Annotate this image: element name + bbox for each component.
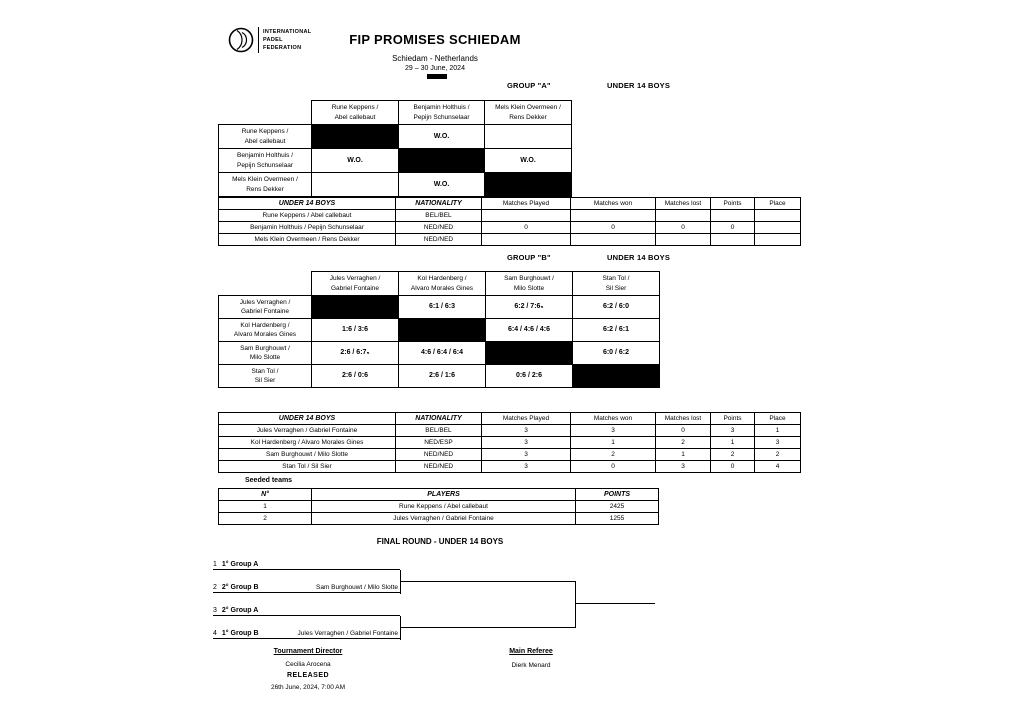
page-title: FIP PROMISES SCHIEDAM (349, 32, 521, 47)
match-score-cell: 6:2 / 7:6₅ (486, 296, 573, 319)
team-name-line: Benjamin Holthuis / (413, 104, 470, 112)
standings-cell: 0 (571, 222, 656, 234)
bracket-slot-3 (213, 602, 400, 616)
ipf-logo-icon (228, 27, 254, 53)
standings-cell (571, 210, 656, 222)
standings-cell: Stan Tol / Sil Sier (219, 461, 396, 473)
standings-cell (571, 234, 656, 246)
team-name-line: Alvaro Morales Gines (410, 284, 474, 292)
standings-cell: Benjamin Holthuis / Pepijn Schunselaar (219, 222, 396, 234)
team-name-line: Abel callebaut (334, 113, 376, 121)
match-score-cell: W.O. (399, 125, 485, 149)
standings-header-cell: Place (755, 413, 801, 425)
standings-cell (656, 234, 711, 246)
standings-header-cell: Points (711, 413, 755, 425)
seeded-teams-table (218, 488, 659, 525)
cross-row (219, 149, 572, 173)
standings-cell (482, 210, 571, 222)
seed-number: 4 (213, 630, 217, 637)
event-location: Schiedam - Netherlands (392, 54, 478, 63)
standings-cell: 0 (482, 222, 571, 234)
standings-cell: 0 (571, 461, 656, 473)
standings-cell: 3 (482, 425, 571, 437)
team-name-line: Rune Keppens / (331, 104, 379, 112)
released-date: 26th June, 2024, 7:00 AM (270, 684, 346, 691)
seeded-cell: Jules Verraghen / Gabriel Fontaine (312, 513, 576, 525)
team-name-line: Mels Klein Overmeen / (232, 176, 298, 184)
seeded-header-cell: POINTS (576, 489, 659, 501)
standings-cell: 3 (482, 437, 571, 449)
standings-cell (755, 210, 801, 222)
seed-label: 1° Group B (221, 630, 259, 637)
standings-cell: 2 (755, 449, 801, 461)
cross-row-team-header (219, 319, 312, 342)
main-referee-name: Dierk Menard (511, 662, 551, 669)
cross-corner-cell (219, 272, 312, 296)
match-score-cell: 1:6 / 3:6 (312, 319, 399, 342)
team-name-line: Stan Tol / (602, 275, 630, 283)
main-referee-label: Main Referee (509, 648, 553, 655)
standings-cell: 0 (711, 222, 755, 234)
standings-header-cell: Matches won (571, 413, 656, 425)
standings-cell (656, 210, 711, 222)
seeded-cell: 2425 (576, 501, 659, 513)
team-name-line: Mels Klein Overmeen / (495, 104, 561, 112)
match-score-cell (312, 296, 399, 319)
standings-cell: 1 (656, 449, 711, 461)
cross-header-row (219, 272, 660, 296)
team-name-line: Kol Hardenberg / (240, 321, 290, 329)
match-score-cell (573, 365, 660, 388)
group-a-standings-container (218, 197, 801, 246)
standings-cell: Kol Hardenberg / Alvaro Morales Gines (219, 437, 396, 449)
team-name-line: Sam Burghouwt / (504, 275, 554, 283)
cross-row (219, 125, 572, 149)
team-name-line: Sam Burghouwt / (240, 344, 290, 352)
final-round-title: FINAL ROUND - UNDER 14 BOYS (376, 537, 504, 546)
tournament-director-name: Cecilia Arocena (285, 661, 331, 668)
cross-row-team-header (219, 365, 312, 388)
bracket-final-connector-line (575, 581, 576, 628)
team-name-line: Gabriel Fontaine (240, 308, 290, 315)
cross-row-team-header (219, 296, 312, 319)
match-score-cell: 6:4 / 4:6 / 4:6 (486, 319, 573, 342)
team-name-line: Jules Verraghen / (329, 275, 381, 283)
cross-column-team-header (485, 101, 572, 125)
standings-cell: 3 (571, 425, 656, 437)
released-label: RELEASED (286, 672, 330, 679)
tournament-director-label: Tournament Director (273, 648, 343, 655)
team-name-line: Sil Sier (254, 377, 276, 384)
standings-header-cell: Matches Played (482, 413, 571, 425)
standings-cell: 2 (571, 449, 656, 461)
team-name-line: Sil Sier (605, 284, 627, 292)
team-name-line: Pepijn Schunselaar (413, 113, 470, 121)
bracket-connector-line (400, 616, 401, 640)
cross-row-team-header (219, 342, 312, 365)
group-b-standings-container (218, 412, 801, 473)
standings-cell: 3 (656, 461, 711, 473)
group-b-label: GROUP "B" (507, 253, 551, 262)
match-score-cell (399, 149, 485, 173)
team-name-line: Benjamin Holthuis / (237, 152, 293, 160)
event-dates: 29 – 30 June, 2024 (405, 65, 465, 72)
seed-number: 1 (213, 561, 217, 568)
header-mark (427, 74, 447, 79)
group-b-cross-table-container (218, 271, 660, 388)
standings-cell (755, 222, 801, 234)
standings-header-cell: Matches lost (656, 413, 711, 425)
match-score-cell: 6:0 / 6:2 (573, 342, 660, 365)
standings-header-row (219, 198, 801, 210)
standings-cell: NED/NED (396, 449, 482, 461)
standings-cell: 0 (656, 222, 711, 234)
team-name-line: Jules Verraghen / (239, 298, 291, 306)
cross-column-team-header (399, 272, 486, 296)
team-name-line: Kol Hardenberg / (417, 275, 467, 283)
standings-cell: 3 (755, 437, 801, 449)
team-name-line: Rens Dekker (246, 185, 284, 193)
group-a-label: GROUP "A" (507, 81, 551, 90)
standings-header-cell: NATIONALITY (396, 413, 482, 425)
seed-label: 2° Group A (221, 607, 259, 614)
cross-column-team-header (573, 272, 660, 296)
seed-label: 1° Group A (221, 561, 259, 568)
seeded-header-cell: PLAYERS (312, 489, 576, 501)
logo-divider (258, 27, 259, 53)
standings-cell (711, 210, 755, 222)
cross-column-team-header (486, 272, 573, 296)
seeded-cell: 1255 (576, 513, 659, 525)
match-score-cell (485, 173, 572, 197)
team-name-line: Milo Slotte (513, 284, 545, 292)
seed-label: 2° Group B (221, 584, 259, 591)
team-name-line: Gabriel Fontaine (330, 284, 380, 292)
match-score-cell (312, 125, 399, 149)
team-name-line: Milo Slotte (249, 354, 281, 361)
bracket-winner-line (400, 627, 575, 628)
match-score-cell: 6:2 / 6:1 (573, 319, 660, 342)
standings-header-cell: Points (711, 198, 755, 210)
standings-cell: Rune Keppens / Abel callebaut (219, 210, 396, 222)
group-b-category-label: UNDER 14 BOYS (607, 253, 671, 262)
seed-number: 3 (213, 607, 217, 614)
logo-line: FEDERATION (263, 45, 302, 51)
cross-header-row (219, 101, 572, 125)
standings-cell: NED/NED (396, 461, 482, 473)
standings-cell (482, 234, 571, 246)
standings-header-cell: Matches won (571, 198, 656, 210)
standings-cell (755, 234, 801, 246)
cross-row-team-header (219, 173, 312, 197)
cross-row (219, 173, 572, 197)
match-score-cell: 2:6 / 6:7₅ (312, 342, 399, 365)
standings-cell: Sam Burghouwt / Milo Slotte (219, 449, 396, 461)
cross-row (219, 365, 660, 388)
match-score-cell: 4:6 / 6:4 / 6:4 (399, 342, 486, 365)
standings-cell: 0 (656, 425, 711, 437)
match-score-cell (312, 173, 399, 197)
logo-line: INTERNATIONAL (263, 29, 312, 35)
match-score-cell: 2:6 / 1:6 (399, 365, 486, 388)
standings-table (218, 197, 801, 246)
team-name-line: Rune Keppens / (241, 128, 289, 136)
seeded-cell: Rune Keppens / Abel callebaut (312, 501, 576, 513)
match-score-cell: 0:6 / 2:6 (486, 365, 573, 388)
match-score-cell: W.O. (399, 173, 485, 197)
cross-row (219, 319, 660, 342)
cross-column-team-header (399, 101, 485, 125)
bracket-slot-4 (213, 625, 400, 639)
seeded-header-row (219, 489, 659, 501)
group-a-cross-table-container (218, 100, 572, 197)
round-robin-cross-table (218, 100, 572, 197)
group-a-category-label: UNDER 14 BOYS (607, 81, 671, 90)
match-score-cell: 2:6 / 0:6 (312, 365, 399, 388)
seed-number: 2 (213, 584, 217, 591)
match-score-cell (399, 319, 486, 342)
standings-cell: BEL/BEL (396, 425, 482, 437)
standings-cell: 1 (571, 437, 656, 449)
standings-header-cell: Matches lost (656, 198, 711, 210)
match-score-cell: 6:2 / 6:0 (573, 296, 660, 319)
table-row (219, 449, 801, 461)
match-score-cell: W.O. (485, 149, 572, 173)
standings-cell: 3 (711, 425, 755, 437)
standings-cell: 4 (755, 461, 801, 473)
round-robin-cross-table (218, 271, 660, 388)
standings-cell: BEL/BEL (396, 210, 482, 222)
standings-cell: NED/ESP (396, 437, 482, 449)
cross-row (219, 342, 660, 365)
seeded-cell: 1 (219, 501, 312, 513)
standings-cell: Jules Verraghen / Gabriel Fontaine (219, 425, 396, 437)
table-row (219, 234, 801, 246)
team-name-line: Alvaro Morales Gines (233, 331, 297, 338)
bracket-slot-2 (213, 579, 400, 593)
standings-cell: NED/NED (396, 234, 482, 246)
seed-team: Jules Verraghen / Gabriel Fontaine (297, 630, 398, 637)
match-score-cell: 6:1 / 6:3 (399, 296, 486, 319)
standings-cell: 2 (711, 449, 755, 461)
table-row (219, 501, 659, 513)
match-score-cell (485, 125, 572, 149)
cross-column-team-header (312, 272, 399, 296)
match-score-cell (486, 342, 573, 365)
seed-team: Sam Burghouwt / Milo Slotte (315, 584, 398, 591)
standings-cell (711, 234, 755, 246)
seeded-cell: 2 (219, 513, 312, 525)
standings-cell: 0 (711, 461, 755, 473)
standings-cell: NED/NED (396, 222, 482, 234)
table-row (219, 513, 659, 525)
cross-row-team-header (219, 125, 312, 149)
standings-cell: 2 (656, 437, 711, 449)
standings-header-cell: NATIONALITY (396, 198, 482, 210)
team-name-line: Abel callebaut (244, 137, 286, 145)
table-row (219, 222, 801, 234)
seeded-teams-table-container (218, 488, 659, 525)
standings-cell: Mels Klein Overmeen / Rens Dekker (219, 234, 396, 246)
cross-corner-cell (219, 101, 312, 125)
bracket-connector-line (400, 570, 401, 594)
cross-row-team-header (219, 149, 312, 173)
standings-cell: 3 (482, 461, 571, 473)
standings-header-cell: UNDER 14 BOYS (219, 413, 396, 425)
standings-header-row (219, 413, 801, 425)
standings-table (218, 412, 801, 473)
standings-header-cell: UNDER 14 BOYS (219, 198, 396, 210)
bracket-final-winner-line (575, 603, 655, 604)
team-name-line: Pepijn Schunselaar (236, 161, 293, 169)
table-row (219, 437, 801, 449)
logo-line: PADEL (263, 37, 283, 43)
team-name-line: Stan Tol / (251, 367, 279, 375)
standings-header-cell: Matches Played (482, 198, 571, 210)
seeded-teams-label: Seeded teams (245, 477, 293, 484)
cross-column-team-header (312, 101, 399, 125)
cross-row (219, 296, 660, 319)
table-row (219, 425, 801, 437)
bracket-winner-line (400, 581, 575, 582)
match-score-cell: W.O. (312, 149, 399, 173)
standings-cell: 1 (755, 425, 801, 437)
seeded-header-cell: N° (219, 489, 312, 501)
standings-header-cell: Place (755, 198, 801, 210)
standings-cell: 1 (711, 437, 755, 449)
table-row (219, 461, 801, 473)
bracket-slot-1 (213, 556, 400, 570)
standings-cell: 3 (482, 449, 571, 461)
table-row (219, 210, 801, 222)
team-name-line: Rens Dekker (509, 113, 547, 121)
